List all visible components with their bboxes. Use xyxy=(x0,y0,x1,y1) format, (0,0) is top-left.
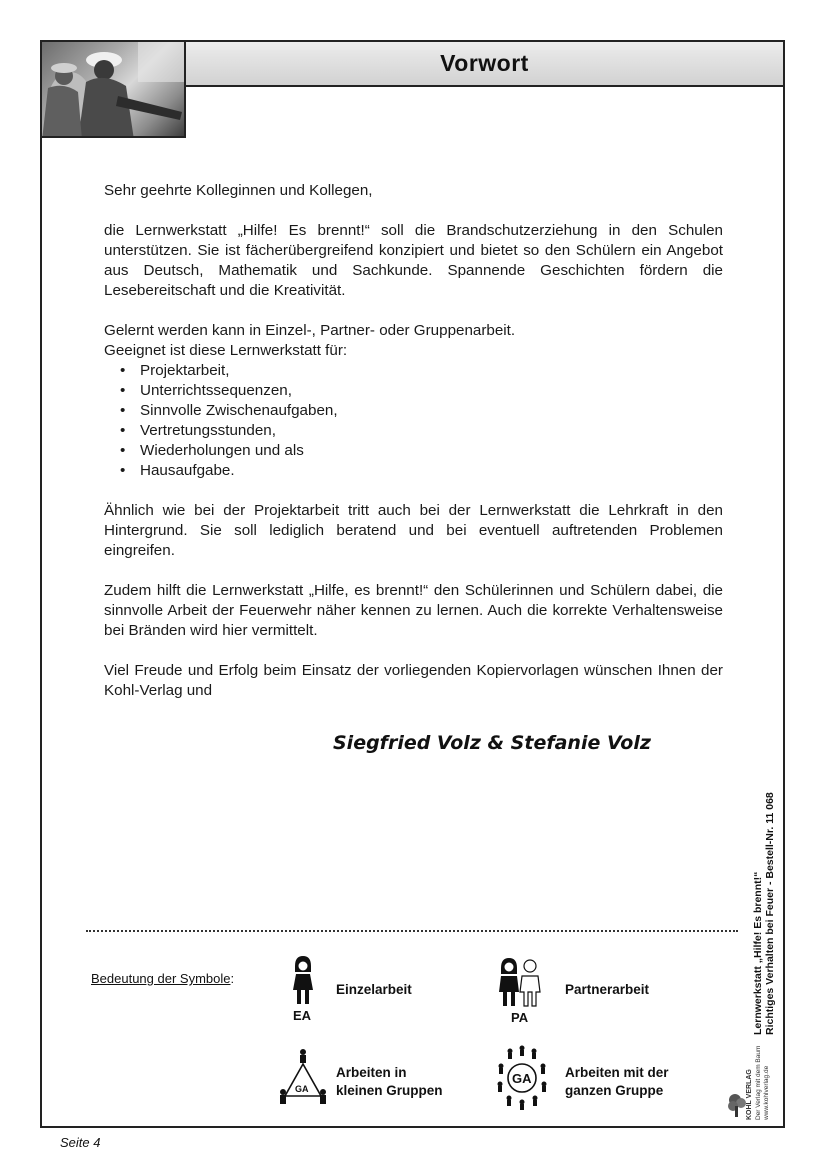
page-title: Vorwort xyxy=(440,50,529,76)
code-pa: PA xyxy=(511,1010,529,1025)
label-ganze-gruppe-line2: ganzen Gruppe xyxy=(565,1083,664,1098)
label-kleine-gruppen xyxy=(336,1064,443,1100)
sidebar-product-info xyxy=(752,792,776,1035)
list-item: • Unterrichtssequenzen, xyxy=(120,381,723,401)
usage-list xyxy=(120,361,723,481)
code-ea: EA xyxy=(293,1008,312,1023)
legend-label-text: Bedeutung der Symbole xyxy=(91,971,231,986)
list-item: • Vertretungsstunden, xyxy=(120,421,723,441)
paragraph-closing: Viel Freude und Erfolg beim Einsatz der vorliegenden Kopiervorlagen wünschen Ihnen der Kohl-Verlag und xyxy=(104,662,723,699)
body-text xyxy=(104,181,723,721)
paragraph-forms-line2: Geeignet ist diese Lernwerkstatt für: xyxy=(104,342,348,359)
single-person-icon xyxy=(291,956,315,1006)
label-partnerarbeit: Partnerarbeit xyxy=(565,982,650,997)
list-item: • Projektarbeit, xyxy=(120,361,723,381)
label-kleine-gruppen-line2: kleinen Gruppen xyxy=(336,1083,443,1098)
paragraph-fire-brigade: Zudem hilft die Lernwerkstatt „Hilfe, es brennt!“ den Schülerinnen und Schülern dabei, die sinnvolle Arbeit der Feuerwehr näher kennen zu lernen. Auch die korrekte Verhaltensweise bei Bränden wird hier vermittelt. xyxy=(104,582,723,639)
list-item: • Sinnvolle Zwischenaufgaben, xyxy=(120,401,723,421)
paragraph-forms-line1: Gelernt werden kann in Einzel-, Partner- oder Gruppenarbeit. xyxy=(104,322,516,339)
two-persons-icon xyxy=(498,958,542,1008)
sidebar-publisher: KOHL VERLAG xyxy=(746,1069,753,1120)
sidebar-tagline: Der Verlag mit dem Baum xyxy=(755,1045,762,1120)
label-ganze-gruppe-line1: Arbeiten mit der xyxy=(565,1065,669,1080)
paragraph-forms xyxy=(104,321,723,361)
paragraph-intro: die Lernwerkstatt „Hilfe! Es brennt!“ soll die Brandschutzerziehung in den Schulen unterstützen. Sie ist fächerübergreifend konzipiert und bietet so den Schülern ein Angebot aus Deutsch, Mathematik und Sachkunde. Spannende Geschichten fördern die Lesebereitschaft und die Kreativität. xyxy=(104,222,723,299)
legend-label xyxy=(91,971,234,986)
label-ganze-gruppe xyxy=(565,1064,669,1100)
label-kleine-gruppen-line1: Arbeiten in xyxy=(336,1065,407,1080)
firefighter-photo xyxy=(40,40,186,138)
paragraph-teacher-role: Ähnlich wie bei der Projektarbeit tritt auch bei der Lernwerkstatt die Lehrkraft in den Hintergrund. Sie soll lediglich beratend und bei eventuell auftretenden Problemen eingreifen. xyxy=(104,502,723,559)
code-ga-whole: GA xyxy=(512,1071,532,1086)
small-group-icon xyxy=(278,1048,328,1106)
dotted-divider xyxy=(86,930,738,932)
greeting: Sehr geehrte Kolleginnen und Kollegen, xyxy=(104,182,373,199)
legend-label-colon: : xyxy=(230,971,235,986)
code-ga-small: GA xyxy=(295,1084,309,1094)
label-einzelarbeit: Einzelarbeit xyxy=(336,982,412,997)
signature: Siegfried Volz & Stefanie Volz xyxy=(333,732,651,754)
list-item: • Hausaufgabe. xyxy=(120,461,723,481)
title-bar xyxy=(184,40,785,87)
sidebar-line2: Richtiges Verhalten bei Feuer - Bestell-Nr. 11 068 xyxy=(764,792,776,1035)
page-number: Seite 4 xyxy=(60,1135,101,1150)
sidebar-line1: Lernwerkstatt „Hilfe! Es brennt!“ xyxy=(752,871,764,1035)
sidebar-url: www.kohlverlag.de xyxy=(763,1065,770,1120)
list-item: • Wiederholungen und als xyxy=(120,441,723,461)
